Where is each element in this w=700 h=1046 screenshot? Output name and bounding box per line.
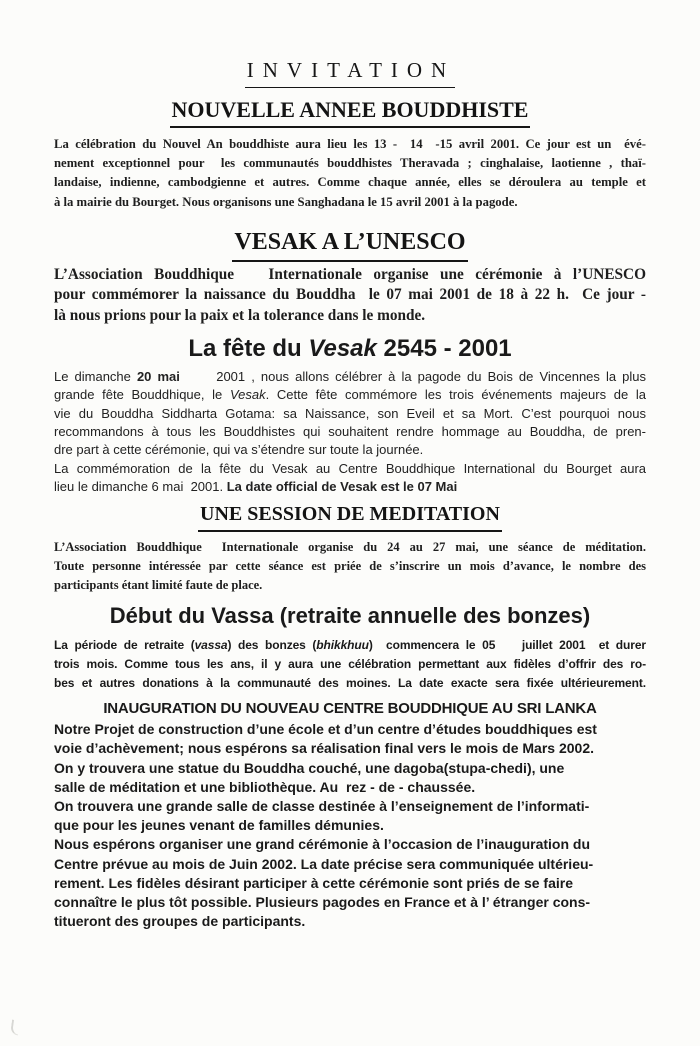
text-segment: On trouvera une grande salle de classe destinée à l’enseignement de l’informati-	[54, 797, 590, 814]
section-heading	[54, 698, 646, 719]
text-line	[54, 135, 646, 154]
text-segment: L’Association Bouddhique Internationale organise une cérémonie à l’UNESCO	[54, 265, 646, 283]
text-segment: La date official de Vesak est le 07 Mai	[226, 478, 458, 494]
section-heading-text: VESAK A L’UNESCO	[232, 226, 467, 262]
text-line	[54, 816, 646, 835]
text-segment: landaise, indienne, cambodgienne et autres. Comme chaque année, elles se déroulera au temple et	[54, 175, 646, 190]
text-line	[54, 576, 646, 595]
text-segment: recommandons à tous les Bouddhistes qui souhaitent rendre hommage au Bouddha, de pren-	[54, 423, 646, 439]
text-segment: grande fête Bouddhique, le	[54, 387, 230, 403]
text-line	[54, 460, 646, 478]
section-vesak-unesco	[54, 226, 646, 326]
text-segment: titueront des groupes de participants.	[54, 913, 306, 930]
text-segment: lieu le dimanche 6 mai 2001.	[54, 478, 227, 494]
text-segment: 2001 , nous allons célébrer à la pagode du Bois de Vincennes la plus	[179, 369, 646, 385]
section-heading-text	[188, 335, 511, 362]
section-heading	[54, 332, 646, 365]
text-segment: Vesak	[308, 335, 377, 363]
paragraph	[54, 538, 646, 595]
text-line	[54, 173, 646, 192]
text-segment: Centre prévue au mois de Juin 2002. La date précise sera communiquée ultérieu-	[54, 855, 594, 872]
text-segment: voie d’achèvement; nous espérons sa réalisation final vers le mois de Mars 2002.	[54, 740, 595, 757]
text-line	[54, 154, 646, 173]
text-line	[54, 193, 646, 212]
text-line	[54, 636, 646, 655]
text-segment: bes et autres donations à la communauté des moines. La date exacte sera fixée ultérieurement.	[54, 676, 646, 691]
text-segment: . Cette fête commémore les trois événements majeurs de la	[265, 387, 646, 403]
text-segment: Notre Projet de construction d’une école et d’un centre d’études bouddhiques est	[54, 721, 597, 738]
text-segment: La commémoration de la fête du Vesak au Centre Bouddhique International du Bourget aura	[54, 460, 646, 476]
section-heading-text: INAUGURATION DU NOUVEAU CENTRE BOUDDHIQUE AU SRI LANKA	[103, 700, 597, 718]
text-line	[54, 478, 646, 496]
document-page	[0, 56, 700, 1046]
section-heading-text: NOUVELLE ANNEE BOUDDHISTE	[170, 96, 531, 128]
text-line	[54, 285, 646, 305]
text-line	[54, 265, 646, 285]
text-segment: à la mairie du Bourget. Nous organisons une Sanghadana le 15 avril 2001 à la pagode.	[54, 194, 518, 209]
text-line	[54, 655, 646, 674]
text-line	[54, 557, 646, 576]
text-segment: Nous espérons organiser une grand cérémonie à l’occasion de l’inauguration du	[54, 836, 591, 853]
section-heading	[54, 601, 646, 631]
text-segment: là nous prions pour la paix et la tolerance dans le monde.	[54, 306, 426, 324]
section-heading-text: UNE SESSION DE MEDITATION	[198, 501, 502, 532]
text-line	[54, 759, 646, 778]
text-segment: vie du Bouddha Siddharta Gotama: sa Naissance, son Eveil et sa Mort. C’est pourquoi nous	[54, 405, 646, 421]
text-line	[54, 778, 646, 797]
text-segment: participants étant limité faute de place.	[54, 578, 263, 593]
section-heading-text: Début du Vassa (retraite annuelle des bonzes)	[109, 603, 591, 629]
text-line	[54, 674, 646, 693]
text-line	[54, 739, 646, 758]
section-fete-vesak	[54, 332, 646, 496]
text-segment: 20 mai	[136, 369, 180, 385]
text-segment: ) commencera le 05 juillet 2001 et durer	[368, 638, 646, 653]
section-heading	[54, 96, 646, 128]
text-line	[54, 912, 646, 931]
text-line	[54, 874, 646, 893]
text-line	[54, 855, 646, 874]
text-segment: Vesak	[229, 387, 266, 403]
section-session-meditation	[54, 501, 646, 595]
text-line	[54, 441, 646, 459]
section-heading	[54, 501, 646, 532]
text-segment: ) des bonzes (	[227, 638, 317, 653]
section-vassa	[54, 601, 646, 693]
text-segment: que pour les jeunes venant de familles démunies.	[54, 817, 384, 834]
paragraph	[54, 720, 646, 931]
text-segment: pour commémorer la naissance du Bouddha le 07 mai 2001 de 18 à 22 h. Ce jour -	[54, 286, 646, 304]
paragraph	[54, 636, 646, 693]
text-segment: La période de retraite (	[54, 638, 195, 653]
text-segment: rement. Les fidèles désirant participer à cette cérémonie sont priés de se faire	[54, 874, 573, 891]
text-line	[54, 538, 646, 557]
text-segment: Le dimanche	[54, 369, 137, 385]
text-line	[54, 368, 646, 386]
text-line	[54, 893, 646, 912]
text-segment: La fête du	[188, 335, 309, 363]
scan-artifact	[10, 1020, 20, 1036]
text-segment: On y trouvera une statue du Bouddha couché, une dagoba(stupa-chedi), une	[54, 759, 565, 776]
text-segment: bhikkhuu	[316, 638, 369, 653]
text-segment: vassa	[194, 638, 228, 653]
text-line	[54, 306, 646, 326]
page-title	[54, 56, 646, 88]
text-segment: La célébration du Nouvel An bouddhiste aura lieu les 13 - 14 -15 avril 2001. Ce jour est un évé-	[54, 137, 646, 151]
text-segment: nement exceptionnel pour les communautés bouddhistes Theravada ; cinghalaise, laotienne , thaï-	[54, 156, 646, 171]
text-line	[54, 405, 646, 423]
text-line	[54, 835, 646, 854]
text-line	[54, 720, 646, 739]
text-segment: salle de méditation et une bibliothèque. Au rez - de - chaussée.	[54, 778, 476, 795]
text-segment: connaître le plus tôt possible. Plusieurs pagodes en France et à l’ étranger cons-	[54, 893, 591, 910]
paragraph	[54, 135, 646, 212]
paragraph	[54, 368, 646, 496]
text-line	[54, 797, 646, 816]
text-segment: trois mois. Comme tous les ans, il y aura une célébration permettant aux fidèles d’offrir des ro-	[54, 657, 646, 672]
text-line	[54, 423, 646, 441]
text-segment: dre part à cette cérémonie, qui va s’étendre sur toute la journée.	[54, 442, 424, 458]
text-line	[54, 386, 646, 404]
page-title-text: INVITATION	[245, 56, 455, 88]
section-nouvelle-annee	[54, 96, 646, 212]
text-segment: Toute personne intéressée par cette séance est priée de s’inscrire un mois d’avance, le nombre des	[54, 559, 646, 574]
section-heading	[54, 226, 646, 262]
section-inauguration	[54, 698, 646, 931]
text-segment: L’Association Bouddhique Internationale organise du 24 au 27 mai, une séance de méditation.	[54, 540, 646, 555]
paragraph	[54, 265, 646, 326]
text-segment: 2545 - 2001	[376, 335, 512, 363]
